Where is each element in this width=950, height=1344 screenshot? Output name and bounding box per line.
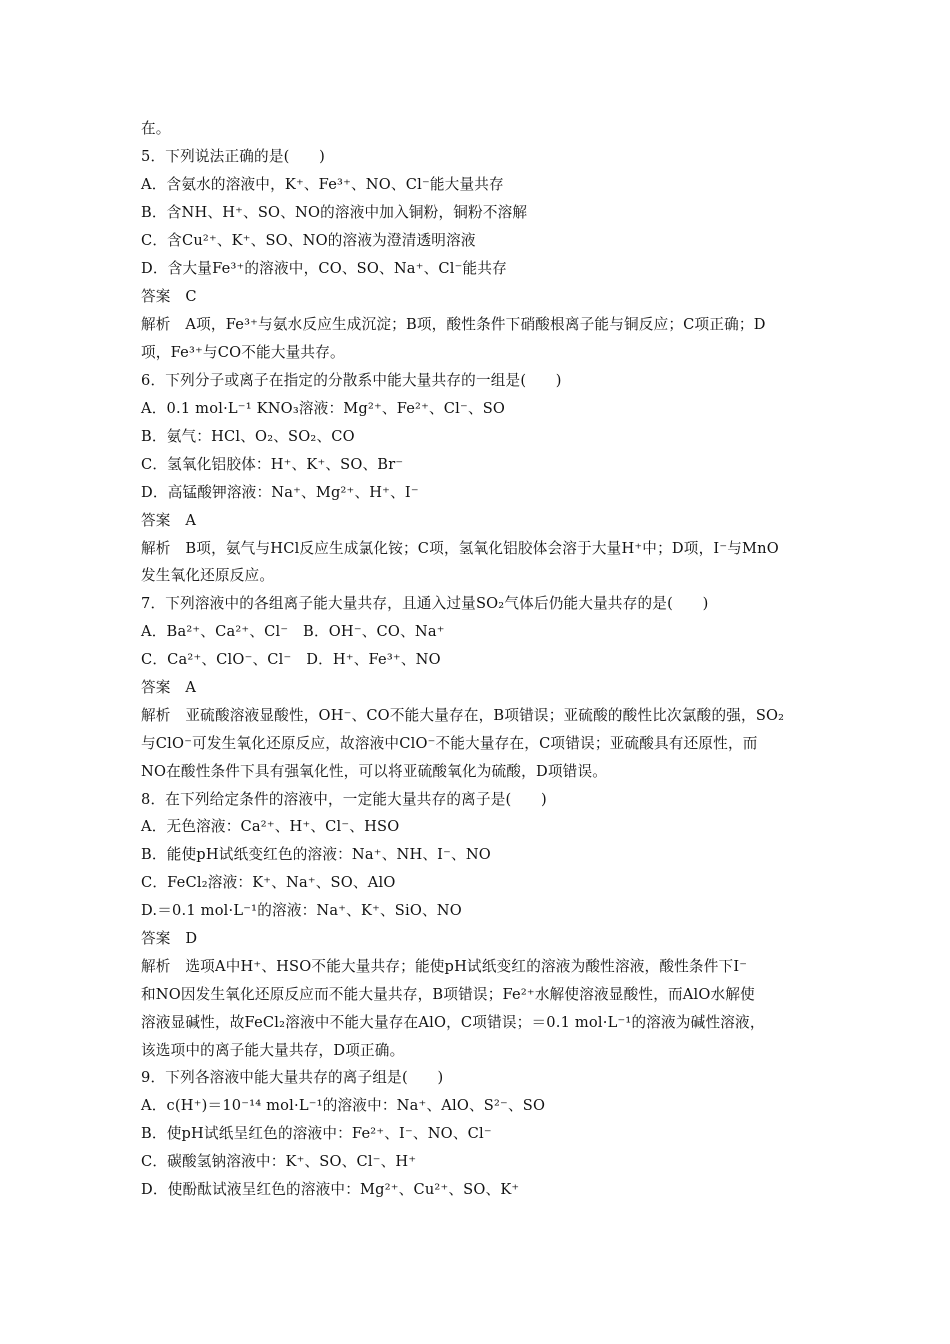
- question-7: 7．下列溶液中的各组离子能大量共存，且通入过量SO₂气体后仍能大量共存的是( ): [141, 595, 709, 612]
- option-b: B．氨气：HCl、O₂、SO₂、CO: [141, 428, 355, 445]
- explanation-line: NO在酸性条件下具有强氧化性，可以将亚硫酸氧化为硫酸，D项错误。: [141, 763, 608, 780]
- option-b: B．能使pH试纸变红色的溶液：Na⁺、NH、I⁻、NO: [141, 846, 491, 863]
- explanation-line: 项，Fe³⁺与CO不能大量共存。: [141, 344, 345, 361]
- text-line: 在。: [141, 120, 171, 137]
- explanation-line: 解析 亚硫酸溶液显酸性，OH⁻、CO不能大量存在，B项错误；亚硫酸的酸性比次氯酸的强，SO₂: [141, 707, 785, 724]
- explanation-line: 解析 B项，氨气与HCl反应生成氯化铵；C项，氢氧化铝胶体会溶于大量H⁺中；D项，I⁻与MnO: [141, 540, 779, 557]
- option-c: C．含Cu²⁺、K⁺、SO、NO的溶液为澄清透明溶液: [141, 232, 476, 249]
- option-a: A．含氨水的溶液中，K⁺、Fe³⁺、NO、Cl⁻能大量共存: [141, 176, 504, 193]
- option-c: C．碳酸氢钠溶液中：K⁺、SO、Cl⁻、H⁺: [141, 1153, 417, 1170]
- answer-line: 答案 C: [141, 288, 197, 305]
- option-ab: A．Ba²⁺、Ca²⁺、Cl⁻ B．OH⁻、CO、Na⁺: [141, 623, 445, 640]
- explanation-line: 溶液显碱性，故FeCl₂溶液中不能大量存在AlO，C项错误；＝0.1 mol·L⁻¹的溶液为碱性溶液，: [141, 1014, 765, 1031]
- option-b: B．使pH试纸呈红色的溶液中：Fe²⁺、I⁻、NO、Cl⁻: [141, 1125, 492, 1142]
- answer-line: 答案 A: [141, 679, 197, 696]
- answer-line: 答案 D: [141, 930, 198, 947]
- question-9: 9．下列各溶液中能大量共存的离子组是( ): [141, 1069, 444, 1086]
- explanation-line: 该选项中的离子能大量共存，D项正确。: [141, 1042, 405, 1059]
- option-d: D．含大量Fe³⁺的溶液中，CO、SO、Na⁺、Cl⁻能共存: [141, 260, 507, 277]
- option-a: A．无色溶液：Ca²⁺、H⁺、Cl⁻、HSO: [141, 818, 400, 835]
- option-c: C．FeCl₂溶液：K⁺、Na⁺、SO、AlO: [141, 874, 396, 891]
- option-c: C．氢氧化铝胶体：H⁺、K⁺、SO、Br⁻: [141, 456, 404, 473]
- option-b: B．含NH、H⁺、SO、NO的溶液中加入铜粉，铜粉不溶解: [141, 204, 528, 221]
- option-cd: C．Ca²⁺、ClO⁻、Cl⁻ D．H⁺、Fe³⁺、NO: [141, 651, 441, 668]
- explanation-line: 解析 A项，Fe³⁺与氨水反应生成沉淀；B项，酸性条件下硝酸根离子能与铜反应；C项正确；D: [141, 316, 766, 333]
- question-8: 8．在下列给定条件的溶液中，一定能大量共存的离子是( ): [141, 791, 547, 808]
- option-a: A．0.1 mol·L⁻¹ KNO₃溶液：Mg²⁺、Fe²⁺、Cl⁻、SO: [141, 400, 506, 417]
- answer-line: 答案 A: [141, 512, 197, 529]
- option-a: A．c(H⁺)＝10⁻¹⁴ mol·L⁻¹的溶液中：Na⁺、AlO、S²⁻、SO: [141, 1097, 546, 1114]
- option-d: D．高锰酸钾溶液：Na⁺、Mg²⁺、H⁺、I⁻: [141, 484, 419, 501]
- explanation-line: 解析 选项A中H⁺、HSO不能大量共存；能使pH试纸变红的溶液为酸性溶液，酸性条件下I⁻: [141, 958, 748, 975]
- option-d: D.＝0.1 mol·L⁻¹的溶液：Na⁺、K⁺、SiO、NO: [141, 902, 462, 919]
- question-6: 6．下列分子或离子在指定的分散系中能大量共存的一组是( ): [141, 372, 562, 389]
- explanation-line: 发生氧化还原反应。: [141, 567, 275, 584]
- question-5: 5．下列说法正确的是( ): [141, 148, 326, 165]
- explanation-line: 和NO因发生氧化还原反应而不能大量共存，B项错误；Fe²⁺水解使溶液显酸性，而AlO水解使: [141, 986, 755, 1003]
- explanation-line: 与ClO⁻可发生氧化还原反应，故溶液中ClO⁻不能大量存在，C项错误；亚硫酸具有还原性，而: [141, 735, 758, 752]
- option-d: D．使酚酞试液呈红色的溶液中：Mg²⁺、Cu²⁺、SO、K⁺: [141, 1181, 520, 1198]
